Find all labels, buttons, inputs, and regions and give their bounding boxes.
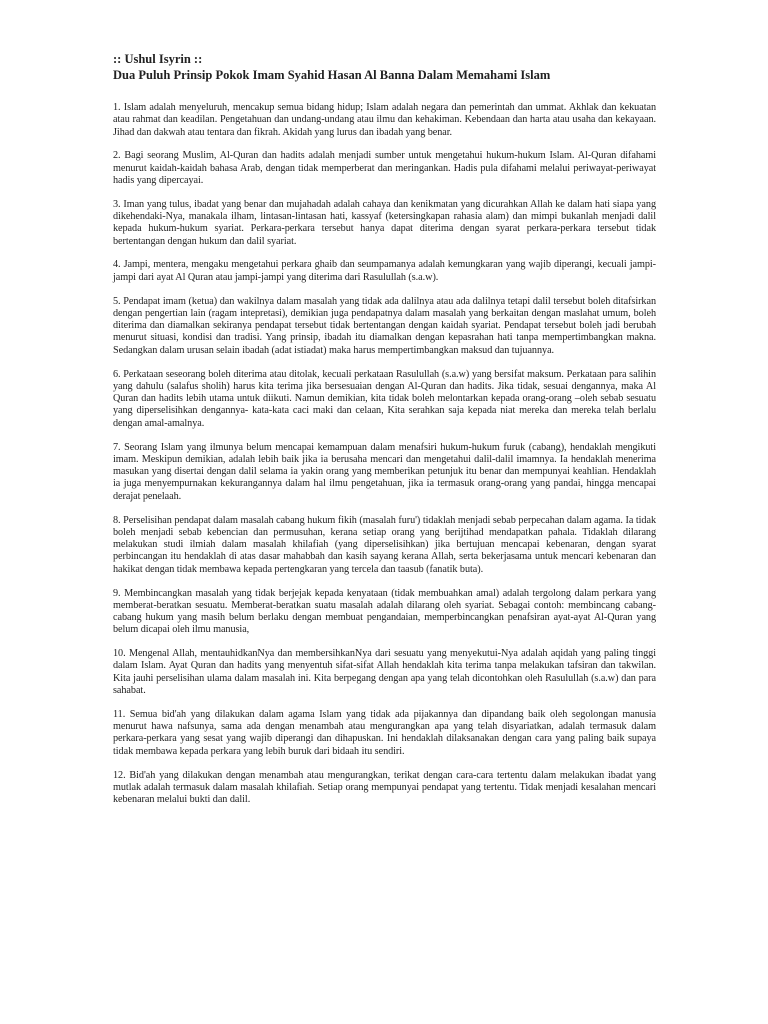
principle-paragraph-9: 9. Membincangkan masalah yang tidak berjejak kepada kenyataan (tidak membuahkan amal) adalah tergolong dalam perkara yang memberat-beratkan sesuatu. Memberat-beratkan suatu masalah adalah dilarang oleh syariat. Sebagai contoh: membincang cabang-cabang hukum yang masih belum berlaku dengan membuat pengandaian, memperbincangkan penafsiran ayat-ayat Al-Quran yang belum dicapai oleh ilmu manusia,: [113, 587, 656, 636]
principle-paragraph-8: 8. Perselisihan pendapat dalam masalah cabang hukum fikih (masalah furu') tidaklah menjadi sebab perpecahan dalam agama. Ia tidak boleh menjadi sebab kebencian dan permusuhan, kerana setiap orang yang berijtihad mendapatkan pahala. Tidaklah dilarang melakukan studi ilmiah dalam masalah khilafiah (yang diperselisihkan) jika bertujuan mencapai kebenaran, dengan syarat perbincangan itu hendaklah di atas dasar mahabbah dan kasih sayang kerana Allah, serta bekerjasama untuk mencari kebenaran dan hakikat dengan tidak membawa kepada pertengkaran yang tercela dan taasub (fanatik buta).: [113, 514, 656, 575]
document-subtitle: Dua Puluh Prinsip Pokok Imam Syahid Hasan Al Banna Dalam Memahami Islam: [113, 68, 551, 82]
principle-paragraph-10: 10. Mengenal Allah, mentauhidkanNya dan membersihkanNya dari sesuatu yang menyekutui-Nya adalah aqidah yang paling tinggi dalam Islam. Ayat Quran dan hadits yang menyentuh sifat-sifat Allah hendaklah kita terima tanpa melakukan tafsiran dan takwilan. Kita jauhi perselisihan ulama dalam masalah ini. Kita berpegang dengan apa yang telah dicontohkan oleh Rasulullah (s.a.w) dan para sahabat.: [113, 648, 656, 697]
principle-paragraph-3: 3. Iman yang tulus, ibadat yang benar dan mujahadah adalah cahaya dan kenikmatan yang dicurahkan Allah ke dalam hati siapa yang dikehendaki-Nya, manakala ilham, lintasan-lintasan hati, kassyaf (ketersingkapan rahasia alam) dan mimpi bukanlah menjadi dalil kepada hukum-hukum syariat. Perkara-perkara tersebut hanya dapat diterima dengan syarat perkara-perkara tersebut tidak bertentangan dengan hukum dan dalil syariat.: [113, 198, 656, 247]
document-title: :: Ushul Isyrin ::: [113, 52, 203, 66]
principle-paragraph-2: 2. Bagi seorang Muslim, Al-Quran dan hadits adalah menjadi sumber untuk mengetahui hukum-hukum Islam. Al-Quran difahami menurut kaidah-kaidah bahasa Arab, dengan tidak memperberat dan meringankan. Hadis pula difahami melalui periwayat-periwayat hadis yang dipercayai.: [113, 150, 656, 186]
principle-paragraph-11: 11. Semua bid'ah yang dilakukan dalam agama Islam yang tidak ada pijakannya dan dipandang baik oleh segolongan manusia menurut hawa nafsunya, sama ada dengan menambah atau mengurangkan apa yang telah disyariatkan, adalah termasuk dalam perkara-perkara yang sesat yang wajib diperangi dan dihapuskan. Ini hendaklah dilaksanakan dengan cara yang paling baik supaya tidak membawa kepada perkara yang lebih buruk dari bidaah itu sendiri.: [113, 708, 656, 757]
principle-paragraph-7: 7. Seorang Islam yang ilmunya belum mencapai kemampuan dalam menafsiri hukum-hukum furuk (cabang), hendaklah mengikuti imam. Meskipun demikian, adalah lebih baik jika ia berusaha mencari dan mengetahui dalil-dalil imamnya. Ia hendaklah menerima masukan yang disertai dengan dalil selama ia yakin orang yang memberikan petunjuk itu benar dan mempunyai keahlian. Hendaklah ia juga menyempurnakan kekurangannya dalam hal ilmu pengetahuan, jika ia termasuk orang-orang yang pandai, hingga mencapai derajat penelaah.: [113, 441, 656, 502]
principle-paragraph-6: 6. Perkataan seseorang boleh diterima atau ditolak, kecuali perkataan Rasulullah (s.a.w) yang bersifat maksum. Perkataan para salihin yang dahulu (salafus sholih) harus kita terima jika bersesuaian dengan Al-Quran dan hadits. Jika tidak, sesuai dengannya, maka Al Quran dan hadits lebih utama untuk diikuti. Namun demikian, kita tidak boleh melontarkan kepada orang-orang –oleh sebab sesuatu yang diperselisihkan dengannya- kata-kata caci maki dan celaan, Kita serahkan saja kepada niat mereka dan mereka telah berlalu dengan amal-amalnya.: [113, 368, 656, 429]
principle-paragraph-1: 1. Islam adalah menyeluruh, mencakup semua bidang hidup; Islam adalah negara dan pemerintah dan ummat. Akhlak dan kekuatan atau rahmat dan keadilan. Pengetahuan dan undang-undang atau ilmu dan kehakiman. Kebendaan dan harta atau usaha dan kekayaan. Jihad dan dakwah atau tentara dan fikrah. Akidah yang lurus dan ibadah yang benar.: [113, 102, 656, 138]
principle-paragraph-5: 5. Pendapat imam (ketua) dan wakilnya dalam masalah yang tidak ada dalilnya atau ada dalilnya tetapi dalil tersebut boleh ditafsirkan dengan pengertian lain (ragam intepretasi), demikian juga pendapatnya dalam masalah yang berkaitan dengan maslahat umum, boleh diterima dan diamalkan sekiranya pendapat tersebut tidak bertentangan dengan kaidah syariat. Pendapat tersebut boleh jadi berubah menurut situasi, kondisi dan tradisi. Yang prinsip, ibadah itu diamalkan dengan kepasrahan hati tanpa mempertimbangkan makna. Sedangkan dalam urusan selain ibadah (adat istiadat) maka harus mempertimbangkan maksud dan tujuannya.: [113, 295, 656, 356]
principle-paragraph-4: 4. Jampi, mentera, mengaku mengetahui perkara ghaib dan seumpamanya adalah kemungkaran yang wajib diperangi, kecuali jampi-jampi dari ayat Al Quran atau jampi-jampi yang diterima dari Rasulullah (s.a.w).: [113, 259, 656, 283]
principle-paragraph-12: 12. Bid'ah yang dilakukan dengan menambah atau mengurangkan, terikat dengan cara-cara tertentu dalam melakukan ibadat yang mutlak adalah termasuk dalam masalah khilafiah. Setiap orang mempunyai pendapat yang tertentu. Tidak menjadi kesalahan mencari kebenaran melalui bukti dan dalil.: [113, 769, 656, 806]
